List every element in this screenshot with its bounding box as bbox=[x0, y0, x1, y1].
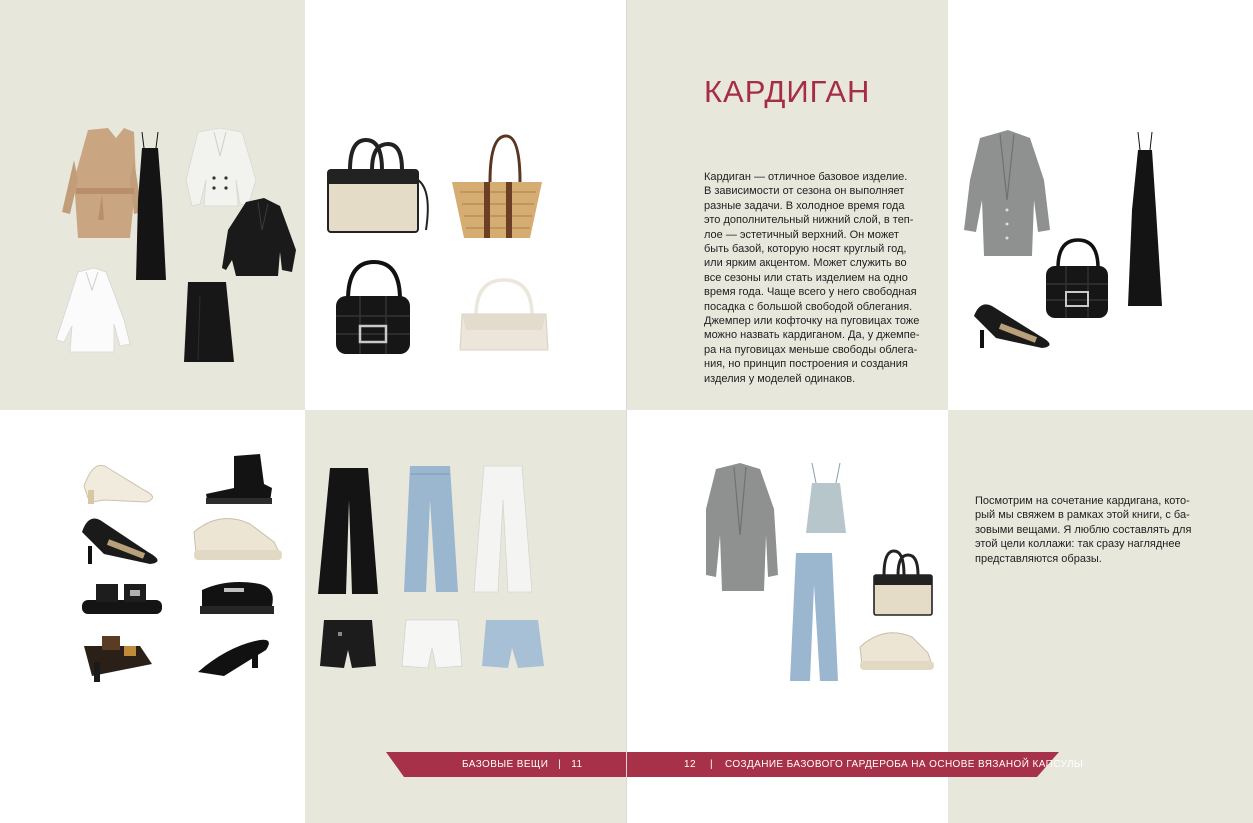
paragraph-line: Кардиган — отличное базовое изделие. bbox=[704, 171, 908, 183]
slingback-heels-image bbox=[84, 465, 153, 504]
black-sandals-image bbox=[82, 584, 162, 614]
paragraph-line: или ярким акцентом. Может служить во bbox=[704, 257, 907, 270]
paragraph-line: ра на пуговицах меньше свободы облега- bbox=[704, 343, 918, 356]
right-footer-separator: | bbox=[709, 759, 713, 770]
page-title: КАРДИГАН bbox=[704, 74, 871, 109]
quilted-bag-image bbox=[1046, 240, 1108, 318]
satin-skirt-image bbox=[184, 282, 234, 362]
white-blazer-image bbox=[186, 128, 256, 206]
paragraph-line: ния, но принцип построения и создания bbox=[704, 358, 908, 371]
collage-cardigan-look bbox=[700, 455, 950, 685]
black-trousers-image bbox=[318, 468, 378, 594]
left-footer-label: БАЗОВЫЕ ВЕЩИ bbox=[462, 759, 549, 770]
canvas-tote-image bbox=[328, 140, 428, 232]
woven-slingback-image bbox=[974, 304, 1050, 348]
white-jeans-image bbox=[474, 466, 532, 592]
black-loafers-image bbox=[200, 582, 274, 614]
black-pumps-image bbox=[198, 640, 269, 676]
main-paragraph bbox=[704, 170, 934, 386]
collage-cardigan-dress bbox=[960, 120, 1190, 380]
left-footer bbox=[462, 752, 582, 777]
black-blazer-image bbox=[222, 198, 296, 276]
quilted-bag-image bbox=[336, 262, 410, 354]
paragraph-line: изделия у моделей одинаков. bbox=[704, 372, 856, 385]
woven-slingback-image bbox=[82, 519, 158, 565]
left-footer-page-number: 11 bbox=[571, 759, 583, 770]
paragraph-line: представляются образы. bbox=[975, 552, 1102, 565]
collage-clothes bbox=[50, 120, 310, 370]
collage-bags bbox=[320, 130, 580, 360]
chelsea-boots-image bbox=[206, 454, 272, 504]
grey-cardigan-image bbox=[964, 130, 1050, 256]
collage-bottoms bbox=[312, 460, 552, 675]
buckle-sandals-image bbox=[84, 636, 152, 682]
grey-cardigan-image bbox=[706, 463, 778, 591]
straw-basket-image bbox=[452, 136, 542, 238]
trench-coat-image bbox=[62, 128, 142, 238]
white-shirt-image bbox=[56, 268, 130, 352]
slip-dress-image bbox=[136, 132, 166, 280]
baguette-bag-image bbox=[460, 280, 548, 350]
paragraph-line: лое — эстетичный верхний. Он может bbox=[704, 228, 899, 241]
white-shorts-image bbox=[402, 620, 462, 668]
paragraph-line: посадка с большой свободой облегания. bbox=[704, 300, 913, 313]
collage-shoes bbox=[74, 450, 294, 690]
denim-shorts-image bbox=[482, 620, 544, 668]
paragraph-line: время года. Чаще всего у него свободная bbox=[704, 286, 917, 299]
black-shorts-image bbox=[320, 620, 376, 668]
secondary-paragraph bbox=[975, 494, 1205, 566]
paragraph-line: разные задачи. В холодное время года bbox=[704, 199, 905, 212]
knit-camisole-image bbox=[806, 463, 846, 533]
slip-dress-image bbox=[1128, 132, 1162, 306]
light-jeans-image bbox=[404, 466, 458, 592]
paragraph-line: все сезоны или стать изделием на одно bbox=[704, 271, 908, 284]
paragraph-line: Посмотрим на сочетание кардигана, кото- bbox=[975, 495, 1190, 507]
right-footer bbox=[684, 752, 1083, 777]
paragraph-line: можно назвать кардиганом. Да, у джемпе- bbox=[704, 329, 920, 342]
chunky-sneakers-image bbox=[194, 519, 282, 560]
paragraph-line: Джемпер или кофточку на пуговицах тоже bbox=[704, 315, 920, 328]
paragraph-line: это дополнительный нижний слой, в теп- bbox=[704, 214, 914, 227]
chunky-sneakers-image bbox=[860, 633, 934, 670]
right-footer-label: СОЗДАНИЕ БАЗОВОГО ГАРДЕРОБА НА ОСНОВЕ ВЯЗАНОЙ КАПСУЛЫ bbox=[724, 759, 1084, 770]
light-jeans-image bbox=[790, 553, 838, 681]
paragraph-line: быть базой, которую носят круглый год, bbox=[704, 243, 907, 256]
left-footer-separator: | bbox=[558, 759, 562, 770]
paragraph-line: В зависимости от сезона он выполняет bbox=[704, 185, 905, 198]
right-footer-page-number: 12 bbox=[684, 759, 696, 770]
canvas-tote-image bbox=[874, 551, 932, 615]
paragraph-line: зовыми вещами. Я люблю составлять для bbox=[975, 523, 1192, 536]
paragraph-line: этой цели коллажи: так сразу нагляднее bbox=[975, 538, 1181, 551]
paragraph-line: рый мы свяжем в рамках этой книги, с ба- bbox=[975, 509, 1190, 522]
